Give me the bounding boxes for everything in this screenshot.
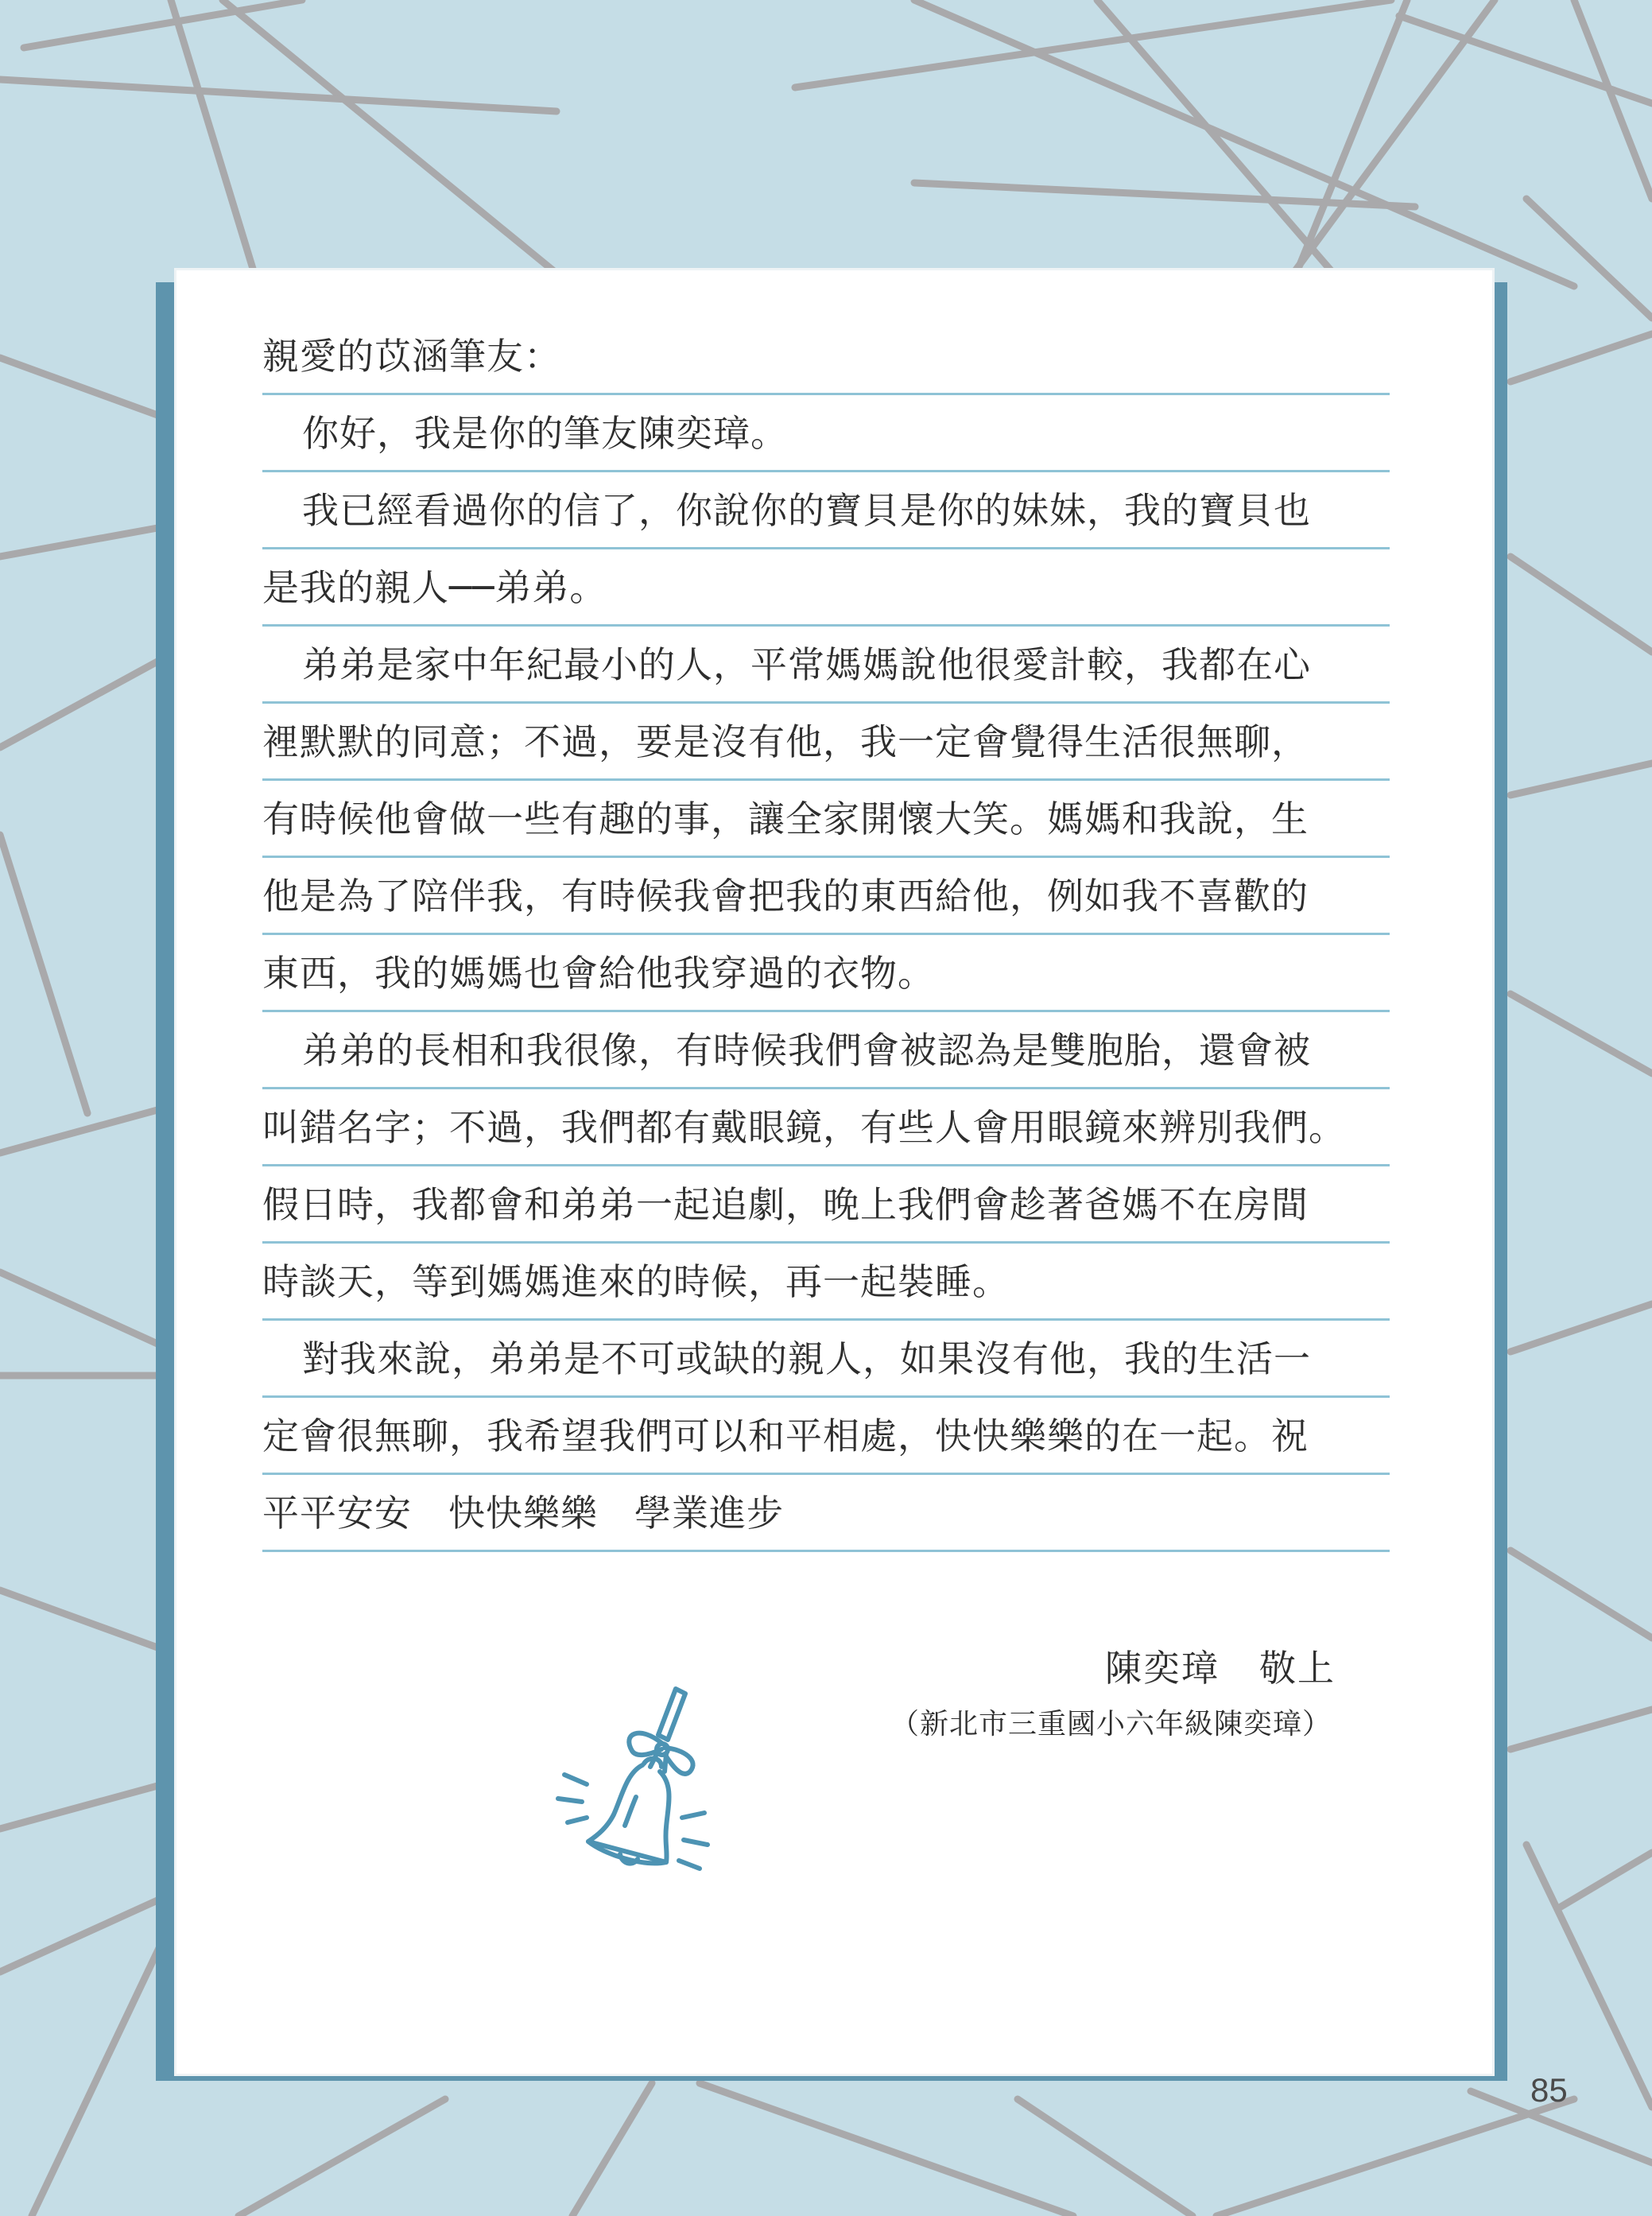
letter-line: 你好，我是你的筆友陳奕璋。: [262, 395, 1390, 472]
letter-line: 定會很無聊，我希望我們可以和平相處，快快樂樂的在一起。祝: [262, 1398, 1390, 1475]
signature-name: 陳奕璋: [1105, 1647, 1220, 1690]
letter-body: [262, 318, 1390, 1552]
blessing-phrase: 快快樂樂: [448, 1492, 598, 1535]
letter-line: 東西，我的媽媽也會給他我穿過的衣物。: [262, 935, 1390, 1012]
page-number: 85: [1530, 2071, 1568, 2109]
letter-blessing: [262, 1475, 1390, 1552]
letter-line: 假日時，我都會和弟弟一起追劇，晚上我們會趁著爸媽不在房間: [262, 1166, 1390, 1244]
letter-line: 他是為了陪伴我，有時候我會把我的東西給他，例如我不喜歡的: [262, 858, 1390, 935]
blessing-phrase: 平平安安: [262, 1492, 412, 1535]
blessing-phrase: 學業進步: [634, 1492, 784, 1535]
letter-line: 弟弟的長相和我很像，有時候我們會被認為是雙胞胎，還會被: [262, 1012, 1390, 1089]
letter-line: 對我來說，弟弟是不可或缺的親人，如果沒有他，我的生活一: [262, 1321, 1390, 1398]
author-credit: （新北市三重國小六年級陳奕璋）: [890, 1708, 1332, 1741]
letter-line: 有時候他會做一些有趣的事，讓全家開懷大笑。媽媽和我說，生: [262, 781, 1390, 858]
letter-line: 叫錯名字；不過，我們都有戴眼鏡，有些人會用眼鏡來辨別我們。: [262, 1089, 1390, 1166]
signature: [1105, 1640, 1336, 1692]
bell-with-bow-icon: [549, 1678, 723, 1876]
signature-closing: 敬上: [1259, 1647, 1336, 1690]
letter-line: 是我的親人──弟弟。: [262, 549, 1390, 627]
letter-line: 我已經看過你的信了，你說你的寶貝是你的妹妹，我的寶貝也: [262, 472, 1390, 549]
letter-line: 時談天，等到媽媽進來的時候，再一起裝睡。: [262, 1244, 1390, 1321]
letter-greeting: 親愛的苡涵筆友：: [262, 318, 1390, 395]
letter-line: 裡默默的同意；不過，要是沒有他，我一定會覺得生活很無聊，: [262, 704, 1390, 781]
letter-line: 弟弟是家中年紀最小的人，平常媽媽說他很愛計較，我都在心: [262, 627, 1390, 704]
